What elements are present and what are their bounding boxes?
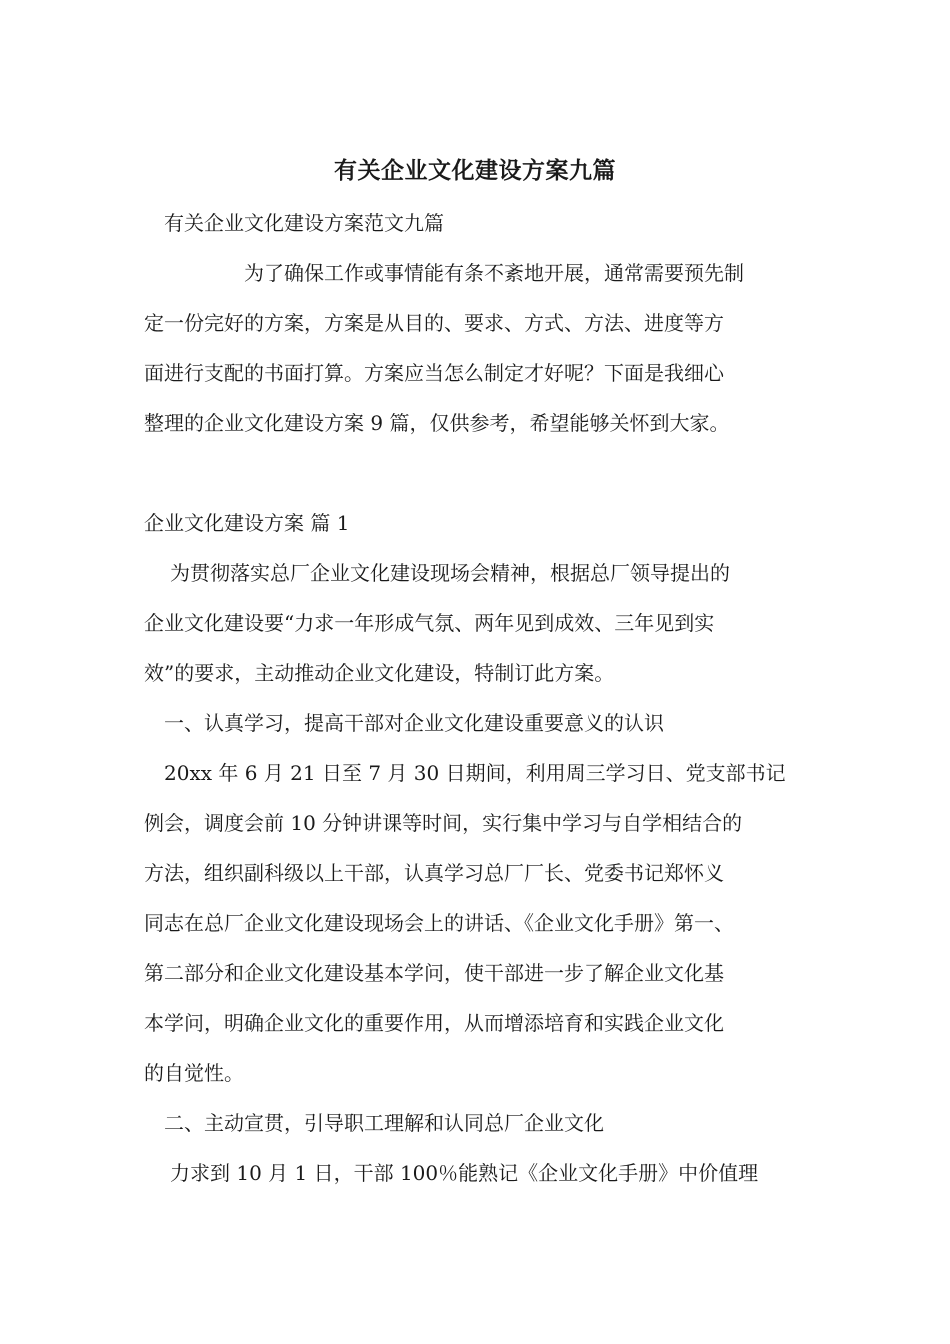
paragraph-line-8: 第二部分和企业文化建设基本学问，使干部进一步了解企业文化基 (144, 961, 724, 985)
subtitle-line: 有关企业文化建设方案范文九篇 (164, 211, 444, 235)
paragraph-line-7: 同志在总厂企业文化建设现场会上的讲话、《企业文化手册》第一、 (144, 911, 734, 935)
paragraph-line-6: 方法，组织副科级以上干部，认真学习总厂厂长、党委书记郑怀义 (144, 861, 724, 885)
intro-line-3: 面进行支配的书面打算。方案应当怎么制定才好呢？下面是我细心 (144, 361, 724, 385)
paragraph-line-10: 的自觉性。 (144, 1061, 244, 1085)
paragraph-line-5: 例会，调度会前 10 分钟讲课等时间，实行集中学习与自学相结合的 (144, 811, 743, 835)
intro-line-2: 定一份完好的方案，方案是从目的、要求、方式、方法、进度等方 (144, 311, 724, 335)
paragraph-line-3: 效”的要求，主动推动企业文化建设，特制订此方案。 (144, 661, 615, 685)
paragraph-line-2: 企业文化建设要“力求一年形成气氛、两年见到成效、三年见到实 (144, 611, 715, 635)
paragraph-line-1: 为贯彻落实总厂企业文化建设现场会精神，根据总厂领导提出的 (170, 561, 730, 585)
document-title: 有关企业文化建设方案九篇 (334, 158, 616, 184)
paragraph-line-4: 20xx 年 6 月 21 日至 7 月 30 日期间，利用周三学习日、党支部书记 (164, 761, 786, 785)
paragraph-line-9: 本学问，明确企业文化的重要作用，从而增添培育和实践企业文化 (144, 1011, 724, 1035)
intro-line-1: 为了确保工作或事情能有条不紊地开展，通常需要预先制 (244, 261, 744, 285)
subheading-2: 二、主动宣贯，引导职工理解和认同总厂企业文化 (164, 1111, 604, 1135)
paragraph-line-11: 力求到 10 月 1 日，干部 100％能熟记《企业文化手册》中价值理 (170, 1161, 759, 1185)
subheading-1: 一、认真学习，提高干部对企业文化建设重要意义的认识 (164, 711, 664, 735)
section-heading: 企业文化建设方案 篇 1 (144, 511, 350, 535)
intro-line-4: 整理的企业文化建设方案 9 篇，仅供参考，希望能够关怀到大家。 (144, 411, 730, 435)
